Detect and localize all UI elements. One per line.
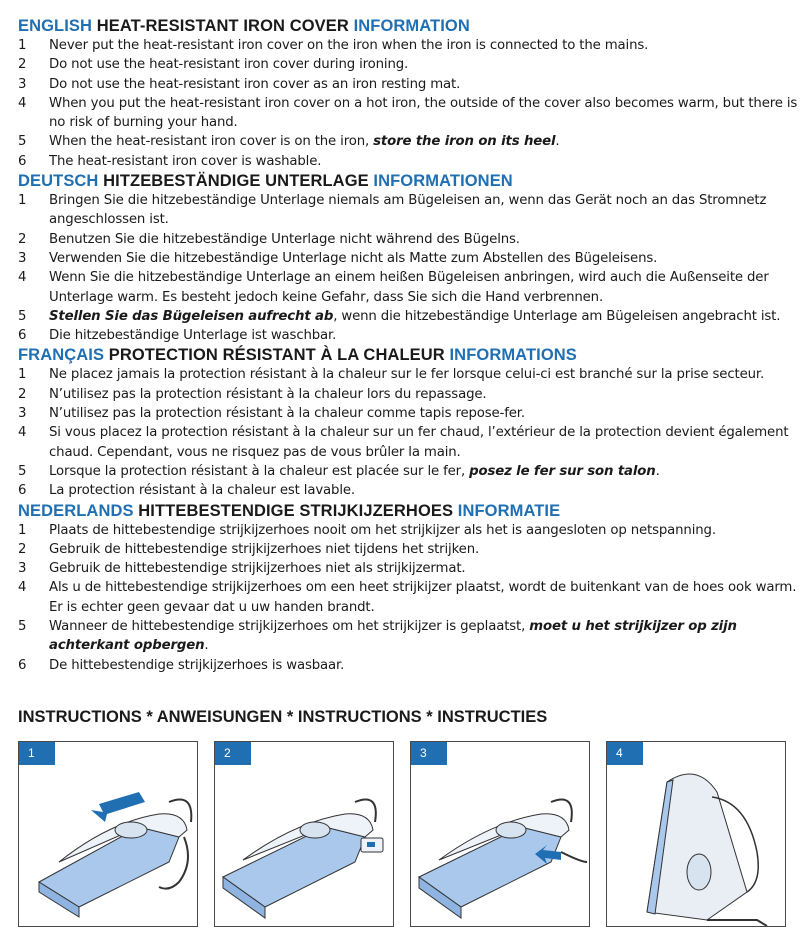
item-number: 6 [18,153,27,169]
item-text-end: , wenn die hitzebeständige Unterlage am Bügeleisen angebracht ist. [333,308,781,324]
iron-illustration-1 [19,742,198,927]
section-subtitle: HITZEBESTÄNDIGE UNTERLAGE [103,172,369,191]
list-item [18,656,798,675]
list-item [18,423,798,462]
information-label: INFORMATIE [457,501,561,520]
item-number: 3 [18,76,27,92]
panel-number-badge: 4 [607,742,643,765]
list-item [18,307,798,326]
item-text: Die hitzebeständige Unterlage ist waschbar. [49,328,337,344]
item-text: Do not use the heat-resistant iron cover as an iron resting mat. [49,76,461,92]
item-number: 3 [18,250,27,266]
item-text-end: . [555,134,560,150]
list-item [18,132,798,151]
item-text: Lorsque la protection résistant à la chaleur est placée sur le fer, [49,463,470,479]
section-subtitle: HITTEBESTENDIGE STRIJKIJZERHOES [138,501,454,520]
list-item [18,94,798,133]
list-item [18,152,798,171]
item-text: Plaats de hittebestendige strijkijzerhoes nooit om het strijkijzer als het is aangesloten op netspanning. [49,522,716,538]
item-text: When the heat-resistant iron cover is on the iron, [49,134,374,150]
list-item [18,521,798,540]
item-text: Do not use the heat-resistant iron cover during ironing. [49,57,409,73]
item-number: 3 [18,561,27,577]
item-text: Bringen Sie die hitzebeständige Unterlage niemals am Bügeleisen an, wenn das Gerät noch an das Stromnetz angeschlossen ist. [49,193,767,228]
item-emphasis: moet u het strijkijzer op zijn achterkant opbergen [49,619,737,654]
item-number: 5 [18,619,27,635]
instruction-list [18,191,798,345]
language-label: DEUTSCH [18,172,99,191]
item-number: 1 [18,367,27,383]
item-number: 6 [18,483,27,499]
item-text: When you put the heat-resistant iron cover on a hot iron, the outside of the cover also becomes warm, but there is no risk of burning your hand. [49,95,798,131]
list-item [18,462,798,481]
item-number: 3 [18,406,27,422]
item-text: De hittebestendige strijkijzerhoes is wasbaar. [49,657,345,673]
section-heading [18,501,798,521]
list-item [18,268,798,307]
item-text-end: . [655,463,660,479]
item-number: 5 [18,308,27,324]
item-text: Si vous placez la protection résistant à la chaleur sur un fer chaud, l’extérieur de la protection devient également chaud. Cependant, vous ne risquez pas de vous brûler la main. [49,425,789,460]
item-text: The heat-resistant iron cover is washable. [49,153,322,169]
instruction-panel-2 [214,741,394,927]
instructions-title: INSTRUCTIONS * ANWEISUNGEN * INSTRUCTIONS * INSTRUCTIES [18,708,548,726]
section-heading [18,16,798,36]
item-text: Wanneer de hittebestendige strijkijzerhoes om het strijkijzer is geplaatst, [49,619,530,635]
section-heading [18,171,798,191]
item-number: 6 [18,657,27,673]
instruction-list [18,365,798,500]
item-number: 5 [18,463,27,479]
item-emphasis: Stellen Sie das Bügeleisen aufrecht ab [49,308,334,324]
section-subtitle: HEAT-RESISTANT IRON COVER [96,17,349,35]
item-text: Never put the heat-resistant iron cover on the iron when the iron is connected to the mains. [49,38,649,53]
item-number: 2 [18,231,27,247]
item-text: Gebruik de hittebestendige strijkijzerhoes niet als strijkijzermat. [49,561,466,577]
language-label: ENGLISH [18,17,93,35]
instruction-list [18,521,798,675]
list-item [18,191,798,230]
item-emphasis: store the iron on its heel [373,134,556,150]
list-item [18,326,798,345]
instruction-panel-1 [18,741,198,927]
list-item [18,365,798,384]
list-item [18,249,798,268]
item-text: Wenn Sie die hitzebeständige Unterlage an einem heißen Bügeleisen anbringen, wird auch die Außenseite der Unterlage warm. Es besteht jedoch keine Gefahr, dass Sie sich die Hand verbrennen. [49,270,769,305]
list-item [18,559,798,578]
list-item [18,75,798,94]
section-heading [18,345,798,365]
iron-illustration-4 [607,742,786,927]
list-item [18,55,798,74]
item-number: 6 [18,328,27,344]
item-number: 4 [18,580,27,596]
item-number: 4 [18,425,27,441]
iron-illustration-3 [411,742,590,927]
item-number: 1 [18,522,27,538]
list-item [18,617,798,656]
language-label: NEDERLANDS [18,501,134,520]
item-text: Verwenden Sie die hitzebeständige Unterlage nicht als Matte zum Abstellen des Bügeleisens. [49,250,658,266]
language-label: FRANÇAIS [18,346,105,365]
item-number: 1 [18,193,27,209]
list-item [18,404,798,423]
panel-number-badge: 1 [19,742,55,765]
item-number: 2 [18,57,27,73]
item-text: N’utilisez pas la protection résistant à la chaleur lors du repassage. [49,386,487,402]
section-subtitle: PROTECTION RÉSISTANT À LA CHALEUR [108,346,445,365]
list-item [18,578,798,617]
information-label: INFORMATIONS [449,346,577,365]
item-text: La protection résistant à la chaleur est lavable. [49,483,355,499]
information-label: INFORMATION [353,17,470,35]
item-emphasis: posez le fer sur son talon [469,463,656,479]
iron-illustration-2 [215,742,394,927]
list-item [18,230,798,249]
list-item [18,385,798,404]
instruction-panel-3 [410,741,590,927]
list-item [18,481,798,500]
list-item [18,540,798,559]
item-text-end: . [204,638,209,654]
item-number: 1 [18,38,27,53]
item-number: 4 [18,95,27,111]
document-body [18,16,798,675]
instruction-list [18,36,798,171]
item-text: Benutzen Sie die hitzebeständige Unterlage nicht während des Bügelns. [49,231,520,247]
item-number: 5 [18,134,27,150]
item-number: 2 [18,541,27,557]
item-number: 4 [18,270,27,286]
item-text: Gebruik de hittebestendige strijkijzerhoes niet tijdens het strijken. [49,541,480,557]
panel-number-badge: 2 [215,742,251,765]
item-number: 2 [18,386,27,402]
list-item [18,36,798,55]
item-text: Als u de hittebestendige strijkijzerhoes om een heet strijkijzer plaatst, wordt de buitenkant van de hoes ook warm. Er is echter geen gevaar dat u uw handen brandt. [49,580,797,615]
item-text: Ne placez jamais la protection résistant à la chaleur sur le fer lorsque celui-ci est branché sur la prise secteur. [49,367,765,383]
instruction-panel-4 [606,741,786,927]
panel-number-badge: 3 [411,742,447,765]
information-label: INFORMATIONEN [373,172,513,191]
item-text: N’utilisez pas la protection résistant à la chaleur comme tapis repose-fer. [49,406,525,422]
